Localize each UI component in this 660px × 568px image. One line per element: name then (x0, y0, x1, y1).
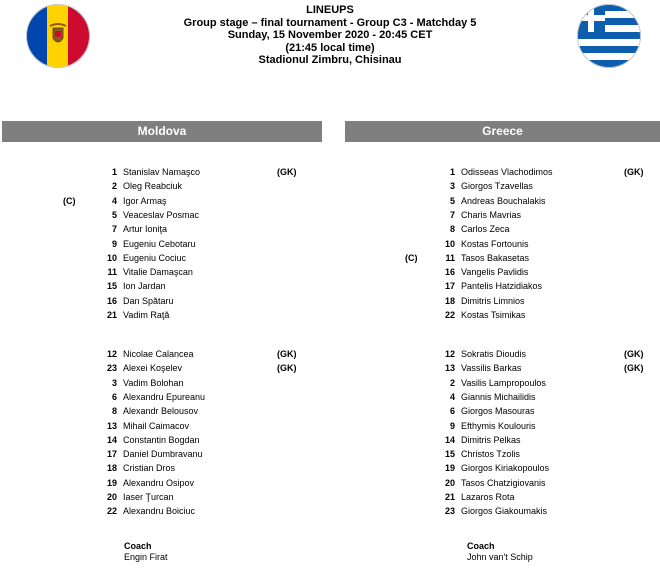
player-name: Tasos Bakasetas (461, 252, 530, 263)
shirt-number: 20 (444, 477, 455, 488)
shirt-number: 18 (106, 463, 117, 474)
shirt-number: 5 (111, 209, 117, 220)
goalkeeper-tag: (GK) (624, 363, 644, 374)
player-name: Cristian Dros (123, 463, 176, 474)
player-name: Kostas Fortounis (461, 238, 529, 249)
player-name: Lazaros Rota (461, 492, 515, 502)
shirt-number: 10 (444, 238, 455, 249)
substitute-row (437, 376, 660, 390)
substitute-row (99, 490, 359, 504)
starter-row (99, 208, 359, 222)
player-name: Constantin Bogdan (123, 434, 200, 445)
substitute-row (437, 504, 660, 518)
player-name: Mihail Caimacov (123, 420, 190, 431)
starter-row (405, 251, 660, 265)
shirt-number: 14 (444, 434, 455, 445)
shirt-number: 8 (111, 406, 117, 417)
substitute-row (99, 347, 359, 361)
player-name: Giorgos Kiriakopoulos (461, 463, 550, 474)
substitute-row (99, 376, 359, 390)
shirt-number: 20 (106, 492, 117, 502)
player-name: Kostas Tsimikas (461, 310, 526, 320)
starter-row (99, 265, 359, 279)
player-name: Artur Ioniţa (123, 224, 168, 235)
shirt-number: 10 (106, 252, 117, 263)
shirt-number: 17 (106, 449, 117, 460)
shirt-number: 3 (111, 377, 117, 388)
away-team-header: Greece (345, 121, 660, 142)
shirt-number: 5 (449, 195, 455, 206)
shirt-number: 2 (449, 377, 455, 388)
shirt-number: 15 (444, 449, 455, 460)
substitute-row (99, 504, 359, 518)
player-name: Igor Armaş (123, 195, 167, 206)
player-name: Ion Jardan (123, 281, 166, 292)
home-coach-name: Engin Firat (124, 552, 168, 562)
substitute-row (437, 404, 660, 418)
player-name: Iaser Ţurcan (123, 492, 174, 502)
goalkeeper-tag: (GK) (624, 349, 644, 359)
page-title: LINEUPS (306, 4, 354, 16)
shirt-number: 13 (106, 420, 117, 431)
substitute-row (437, 361, 660, 375)
substitute-row (99, 476, 359, 490)
player-name: Oleg Reabciuk (123, 181, 183, 192)
shirt-number: 19 (106, 477, 117, 488)
substitute-row (99, 361, 359, 375)
player-name: Vassilis Barkas (461, 363, 522, 374)
goalkeeper-tag: (GK) (277, 363, 297, 374)
player-name: Giannis Michailidis (461, 391, 536, 402)
captain-tag: (C) (63, 195, 76, 206)
starter-row (99, 237, 359, 251)
starter-row (99, 251, 359, 265)
shirt-number: 17 (444, 281, 455, 292)
shirt-number: 18 (444, 295, 455, 306)
player-name: Dimitris Limnios (461, 295, 525, 306)
home-coach-label: Coach (124, 541, 152, 551)
shirt-number: 4 (111, 195, 117, 206)
shirt-number: 21 (106, 310, 117, 320)
player-name: Giorgos Masouras (461, 406, 535, 417)
starter-row (99, 279, 359, 293)
substitute-row (99, 419, 359, 433)
player-name: Carlos Zeca (461, 224, 510, 235)
shirt-number: 7 (449, 209, 455, 220)
shirt-number: 14 (106, 434, 117, 445)
goalkeeper-tag: (GK) (277, 167, 297, 177)
starter-row (437, 208, 660, 222)
player-name: Vadim Bolohan (123, 377, 184, 388)
substitute-row (437, 433, 660, 447)
shirt-number: 22 (444, 310, 455, 320)
goalkeeper-tag: (GK) (624, 167, 644, 177)
shirt-number: 15 (106, 281, 117, 292)
shirt-number: 3 (449, 181, 455, 192)
shirt-number: 11 (107, 267, 117, 278)
player-name: Vadim Raţă (123, 310, 170, 320)
shirt-number: 19 (444, 463, 455, 474)
goalkeeper-tag: (GK) (277, 349, 297, 359)
substitute-row (437, 419, 660, 433)
away-coach-label: Coach (467, 541, 495, 551)
shirt-number: 2 (111, 181, 117, 192)
shirt-number: 1 (111, 167, 117, 177)
shirt-number: 16 (106, 295, 117, 306)
starter-row (437, 179, 660, 193)
shirt-number: 9 (111, 238, 117, 249)
starter-row (437, 194, 660, 208)
starter-row (63, 194, 359, 208)
player-name: Tasos Chatzigiovanis (461, 477, 546, 488)
player-name: Alexandru Osipov (123, 477, 195, 488)
shirt-number: 7 (111, 224, 117, 235)
local-time: (21:45 local time) (285, 41, 375, 54)
player-name: Dan Spătaru (123, 295, 174, 306)
substitute-row (99, 433, 359, 447)
substitute-row (437, 347, 660, 361)
substitute-row (437, 476, 660, 490)
shirt-number: 22 (106, 506, 117, 517)
shirt-number: 8 (449, 224, 455, 235)
shirt-number: 6 (449, 406, 455, 417)
match-date: Sunday, 15 November 2020 - 20:45 CET (227, 29, 433, 41)
starter-row (99, 222, 359, 236)
player-name: Veaceslav Posmac (123, 209, 200, 220)
substitute-row (437, 390, 660, 404)
shirt-number: 23 (106, 363, 117, 374)
player-name: Giorgos Giakoumakis (461, 506, 548, 517)
substitute-row (99, 404, 359, 418)
substitute-row (437, 490, 660, 504)
shirt-number: 21 (444, 492, 455, 502)
player-name: Christos Tzolis (461, 449, 520, 460)
captain-tag: (C) (405, 252, 418, 263)
player-name: Vitalie Damaşcan (123, 267, 193, 278)
player-name: Nicolae Calancea (123, 349, 194, 359)
player-name: Giorgos Tzavellas (461, 181, 533, 192)
player-name: Alexandr Belousov (123, 406, 199, 417)
player-name: Eugeniu Cociuc (123, 252, 187, 263)
substitute-row (437, 447, 660, 461)
shirt-number: 12 (444, 349, 455, 359)
player-name: Odisseas Vlachodimos (461, 167, 553, 177)
starter-row (99, 179, 359, 193)
shirt-number: 23 (444, 506, 455, 517)
starter-row (437, 237, 660, 251)
player-name: Stanislav Namaşco (123, 167, 201, 177)
shirt-number: 6 (111, 391, 117, 402)
shirt-number: 4 (449, 391, 455, 402)
substitute-row (99, 461, 359, 475)
player-name: Alexandru Epureanu (123, 391, 206, 402)
substitute-row (99, 390, 359, 404)
player-name: Vangelis Pavlidis (461, 267, 529, 278)
player-name: Dimitris Pelkas (461, 434, 521, 445)
player-name: Andreas Bouchalakis (461, 195, 546, 206)
shirt-number: 9 (449, 420, 455, 431)
player-name: Charis Mavrias (461, 209, 522, 220)
away-coach-name: John van't Schip (467, 552, 533, 562)
player-name: Vasilis Lampropoulos (461, 377, 546, 388)
substitute-row (99, 447, 359, 461)
away-lineup (330, 0, 660, 568)
shirt-number: 16 (444, 267, 455, 278)
starter-row (99, 165, 359, 179)
starter-row (437, 279, 660, 293)
player-name: Alexandru Boiciuc (123, 506, 196, 517)
player-name: Alexei Koşelev (123, 363, 183, 374)
player-name: Sokratis Dioudis (461, 349, 527, 359)
starter-row (437, 222, 660, 236)
shirt-number: 12 (106, 349, 117, 359)
player-name: Daniel Dumbravanu (123, 449, 203, 460)
starter-row (437, 294, 660, 308)
stadium: Stadionul Zimbru, Chisinau (258, 54, 402, 66)
shirt-number: 1 (449, 167, 455, 177)
shirt-number: 11 (445, 252, 455, 263)
player-name: Efthymis Koulouris (461, 420, 536, 431)
shirt-number: 13 (444, 363, 455, 374)
starter-row (99, 308, 359, 322)
player-name: Eugeniu Cebotaru (123, 238, 196, 249)
starter-row (437, 165, 660, 179)
starter-row (437, 265, 660, 279)
competition-line: Group stage – final tournament - Group C3 - Matchday 5 (183, 16, 477, 29)
starter-row (99, 294, 359, 308)
starter-row (437, 308, 660, 322)
home-team-header: Moldova (2, 121, 322, 142)
substitute-row (437, 461, 660, 475)
player-name: Pantelis Hatzidiakos (461, 281, 543, 292)
